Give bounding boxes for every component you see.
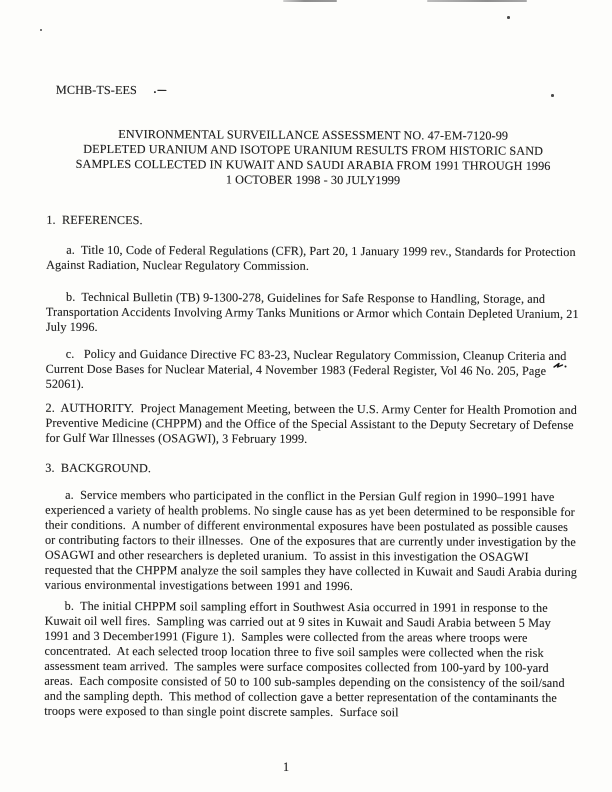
paragraph-background-a: a. Service members who participated in the conflict in the Persian Gulf region in 1990–1991 have experienced a variety of health problems. No single cause has as yet been determined to be responsible for their conditions. A number of different environmental exposures have been postulated as possible causes or contributing factors to their illnesses. One of the exposures that are currently under investigation by the OSAGWI and other researchers is depleted uranium. To assist in this investigation the OSAGWI requested that the CHPPM analyze the soil samples they have collected in Kuwait and Saudi Arabia during various environmental investigations between 1991 and 1996.	[44, 487, 581, 594]
title-line: 1 OCTOBER 1998 - 30 JULY1999	[225, 172, 401, 188]
office-symbol: MCHB-TS-EES	[55, 82, 137, 98]
document-content	[44, 0, 580, 721]
title-line: SAMPLES COLLECTED IN KUWAIT AND SAUDI ARABIA FROM 1991 THROUGH 1996	[75, 156, 551, 173]
document-title	[46, 127, 579, 189]
section-authority: 2. AUTHORITY. Project Management Meeting, between the U.S. Army Center for Health Promotion and Preventive Medicine (CHPPM) and the Office of the Special Assistant to the Deputy Secretary of Defense for Gulf War Illnesses (OSAGWI), 3 February 1999.	[45, 400, 581, 446]
scan-speck	[40, 29, 42, 31]
office-symbol-line	[56, 83, 580, 100]
section-heading-background: 3. BACKGROUND.	[45, 460, 152, 476]
pen-dash-dot-mark-icon	[153, 87, 168, 95]
title-line: DEPLETED URANIUM AND ISOTOPE URANIUM RESULTS FROM HISTORIC SAND	[83, 141, 544, 158]
paragraph-reference-a: a. Title 10, Code of Federal Regulations (CFR), Part 20, 1 January 1999 rev., Standards for Protection Against Radiation, Nuclear Regulatory Commission.	[46, 242, 579, 273]
title-line: ENVIRONMENTAL SURVEILLANCE ASSESSMENT NO. 47-EM-7120-99	[118, 127, 509, 143]
section-heading-references: 1. REFERENCES.	[46, 212, 143, 228]
paragraph-reference-c: c. Policy and Guidance Directive FC 83-23, Nuclear Regulatory Commission, Cleanup Criteria and Current Dose Bases for Nuclear Material, 4 November 1983 (Federal Register, Vol 46 No. 205, Page 52061).	[45, 346, 570, 391]
paragraph-background-b: b. The initial CHPPM soil sampling effort in Southwest Asia occurred in 1991 in response to the Kuwait oil well fires. Sampling was carried out at 9 sites in Kuwait and Saudi Arabia between 5 May 1991 and 3 December1991 (Figure 1). Samples were collected from the areas where troops were concentrated. At each selected troop location three to five soil samples were collected when the risk assessment team arrived. The samples were surface composites collected from 100-yard by 100-yard areas. Each composite consisted of 50 to 100 sub-samples depending on the consistency of the soil/sand and the sampling depth. This method of collection gave a better representation of the contaminants the troops were exposed to than single point discrete samples. Surface soil	[44, 598, 568, 720]
paragraph-reference-b: b. Technical Bulletin (TB) 9-1300-278, Guidelines for Safe Response to Handling, Storage, and Transportation Accidents Involving Army Tanks Munitions or Armor which Contain Depleted Uranium, 21 July 1996.	[45, 289, 582, 334]
page-number: 1	[283, 760, 290, 774]
